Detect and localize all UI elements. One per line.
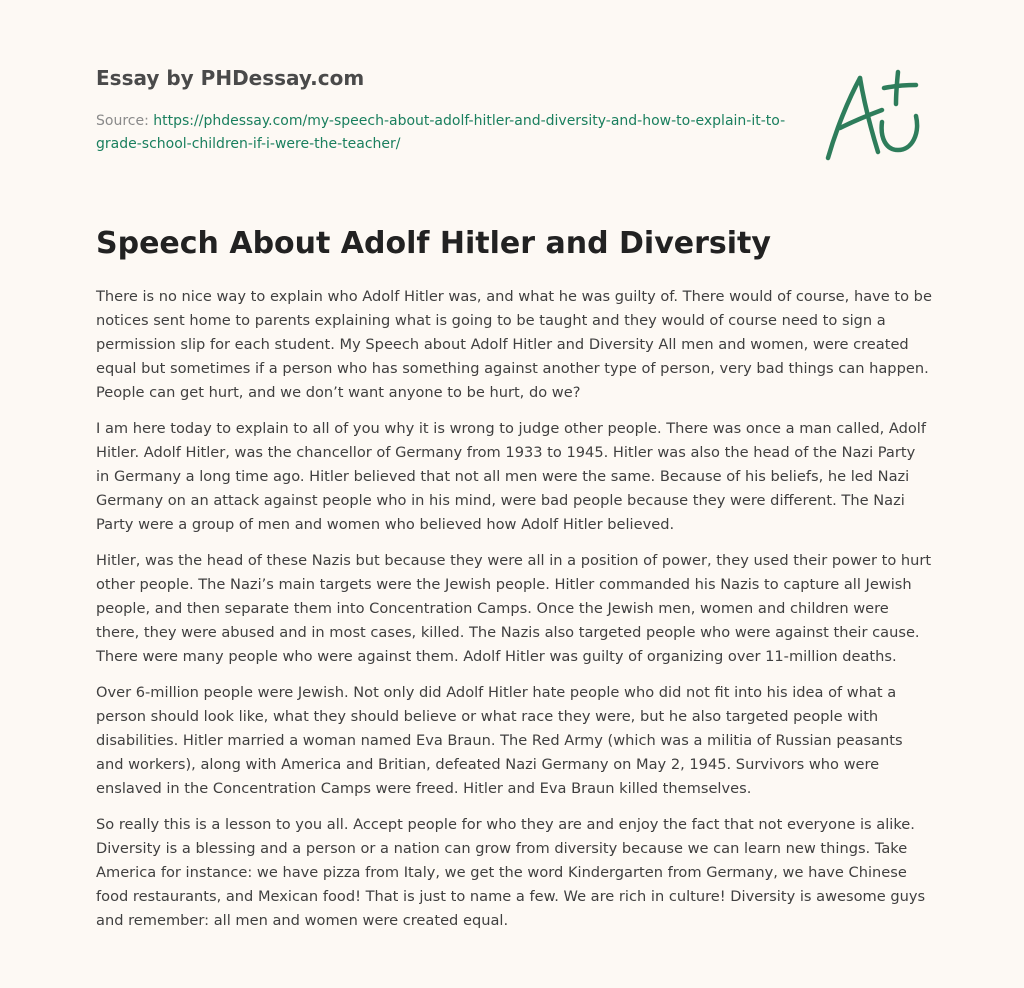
article-paragraph: I am here today to explain to all of you why it is wrong to judge other people. There was once a man called, Adolf Hitler. Adolf Hitler, was the chancellor of Germany from 1933 to 1945. Hitler was also the head of the Nazi Party in Germany a long time ago. Hitler believed that not all men were the same. Because of his beliefs, he led Nazi Germany on an attack against people who in his mind, were bad people because they were different. The Nazi Party were a group of men and women who believed how Adolf Hitler believed. [96,420,926,533]
article-title: Speech About Adolf Hitler and Diversity [96,226,771,261]
source-label: Source: [96,113,154,129]
page-header [96,64,796,156]
article-body [96,285,932,945]
a-letter-crossbar [840,110,882,128]
a-plus-grade-icon [820,64,930,168]
source-line [96,110,796,156]
article-paragraph: So really this is a lesson to you all. Accept people for who they are and enjoy the fact that not everyone is alike. Diversity is a blessing and a person or a nation can grow from diversity because we can learn new things. Take America for instance: we have pizza from Italy, we get the word Kindergarten from Germany, we have Chinese food restaurants, and Mexican food! That is just to name a few. We are rich in culture! Diversity is awesome guys and remember: all men and women were created equal. [96,816,926,929]
source-link[interactable]: https://phdessay.com/my-speech-about-adolf-hitler-and-diversity-and-how-to-explain-it-to-grade-school-children-if-i-were-the-teacher/ [96,113,786,152]
article-paragraph: There is no nice way to explain who Adolf Hitler was, and what he was guilty of. There would of course, have to be notices sent home to parents explaining what is going to be taught and they would of course need to sign a permission slip for each student. My Speech about Adolf Hitler and Diversity All men and women, were created equal but sometimes if a person who has something against another type of person, very bad things can happen. People can get hurt, and we don’t want anyone to be hurt, do we? [96,288,932,401]
article-paragraph: Over 6-million people were Jewish. Not only did Adolf Hitler hate people who did not fit into his idea of what a person should look like, what they should believe or what race they were, but he also targeted people with disabilities. Hitler married a woman named Eva Braun. The Red Army (which was a militia of Russian peasants and workers), along with America and Britian, defeated Nazi Germany on May 2, 1945. Survivors who were enslaved in the Concentration Camps were freed. Hitler and Eva Braun killed themselves. [96,684,903,797]
a-letter-left-stroke [828,78,860,158]
plus-horizontal-stroke [884,85,916,88]
hook-curve [882,116,917,150]
article-paragraph: Hitler, was the head of these Nazis but because they were all in a position of power, they used their power to hurt other people. The Nazi’s main targets were the Jewish people. Hitler commanded his Nazis to capture all Jewish people, and then separate them into Concentration Camps. Once the Jewish men, women and children were there, they were abused and in most cases, killed. The Nazis also targeted people who were against their cause. There were many people who were against them. Adolf Hitler was guilty of organizing over 11-million deaths. [96,552,932,665]
brand-title: Essay by PHDessay.com [96,66,365,90]
